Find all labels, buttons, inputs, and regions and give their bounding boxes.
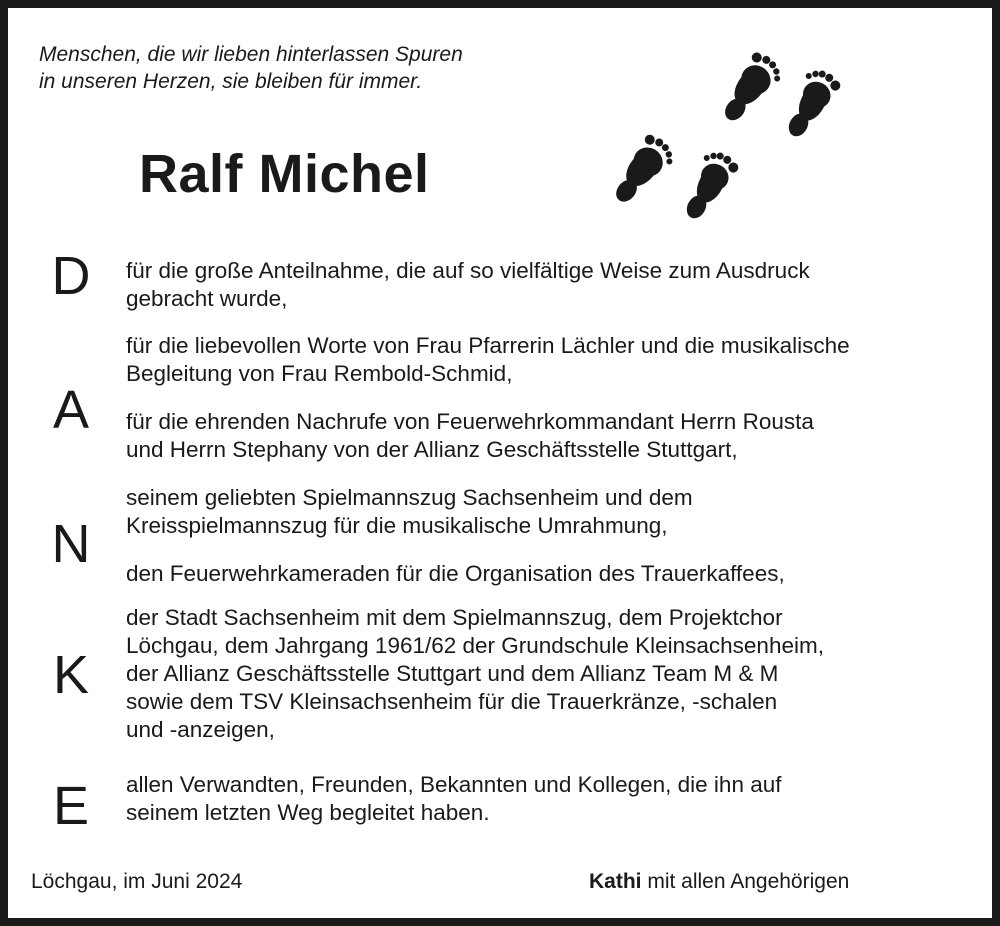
- paragraph-line: der Allianz Geschäftsstelle Stuttgart und dem Allianz Team M & M: [126, 661, 779, 686]
- thanks-paragraph: [126, 771, 782, 827]
- signature: [589, 868, 849, 896]
- memorial-quote: [39, 41, 463, 95]
- thanks-paragraph: [126, 484, 693, 540]
- quote-line: in unseren Herzen, sie bleiben für immer.: [39, 70, 423, 93]
- danke-letter: A: [52, 380, 90, 440]
- paragraph-line: für die liebevollen Worte von Frau Pfarrerin Lächler und die musikalische: [126, 333, 850, 358]
- danke-letter: D: [51, 246, 91, 306]
- signer-name: Kathi: [589, 870, 642, 893]
- paragraph-line: seinem geliebten Spielmannszug Sachsenheim und dem: [126, 485, 693, 510]
- paragraph-line: und Herrn Stephany von der Allianz Geschäftsstelle Stuttgart,: [126, 437, 738, 462]
- paragraph-line: Begleitung von Frau Rembold-Schmid,: [126, 361, 513, 386]
- deceased-name: Ralf Michel: [139, 144, 430, 204]
- thanks-paragraph: [126, 560, 785, 588]
- paragraph-line: sowie dem TSV Kleinsachsenheim für die Trauerkränze, -schalen: [126, 689, 778, 714]
- paragraph-line: gebracht wurde,: [126, 286, 288, 311]
- place-date: Löchgau, im Juni 2024: [31, 870, 243, 893]
- paragraph-line: allen Verwandten, Freunden, Bekannten und Kollegen, die ihn auf: [126, 772, 782, 797]
- danke-letter: N: [51, 514, 91, 574]
- paragraph-line: den Feuerwehrkameraden für die Organisation des Trauerkaffees,: [126, 561, 785, 586]
- footprints-icon: [608, 44, 858, 224]
- paragraph-line: seinem letzten Weg begleitet haben.: [126, 800, 490, 825]
- paragraph-line: für die ehrenden Nachrufe von Feuerwehrkommandant Herrn Rousta: [126, 409, 814, 434]
- danke-letter: K: [52, 645, 90, 705]
- signer-rest: mit allen Angehörigen: [641, 870, 850, 893]
- thanks-paragraph: [126, 604, 824, 744]
- thanks-paragraph: [126, 332, 850, 388]
- danke-letter: E: [52, 776, 90, 836]
- paragraph-line: und -anzeigen,: [126, 717, 275, 742]
- paragraph-line: für die große Anteilnahme, die auf so vielfältige Weise zum Ausdruck: [126, 258, 810, 283]
- paragraph-line: Kreisspielmannszug für die musikalische Umrahmung,: [126, 513, 668, 538]
- paragraph-line: Löchgau, dem Jahrgang 1961/62 der Grundschule Kleinsachsenheim,: [126, 633, 824, 658]
- thanks-paragraph: [126, 408, 814, 464]
- quote-line: Menschen, die wir lieben hinterlassen Spuren: [39, 43, 463, 66]
- thanks-paragraph: [126, 257, 810, 313]
- paragraph-line: der Stadt Sachsenheim mit dem Spielmannszug, dem Projektchor: [126, 605, 783, 630]
